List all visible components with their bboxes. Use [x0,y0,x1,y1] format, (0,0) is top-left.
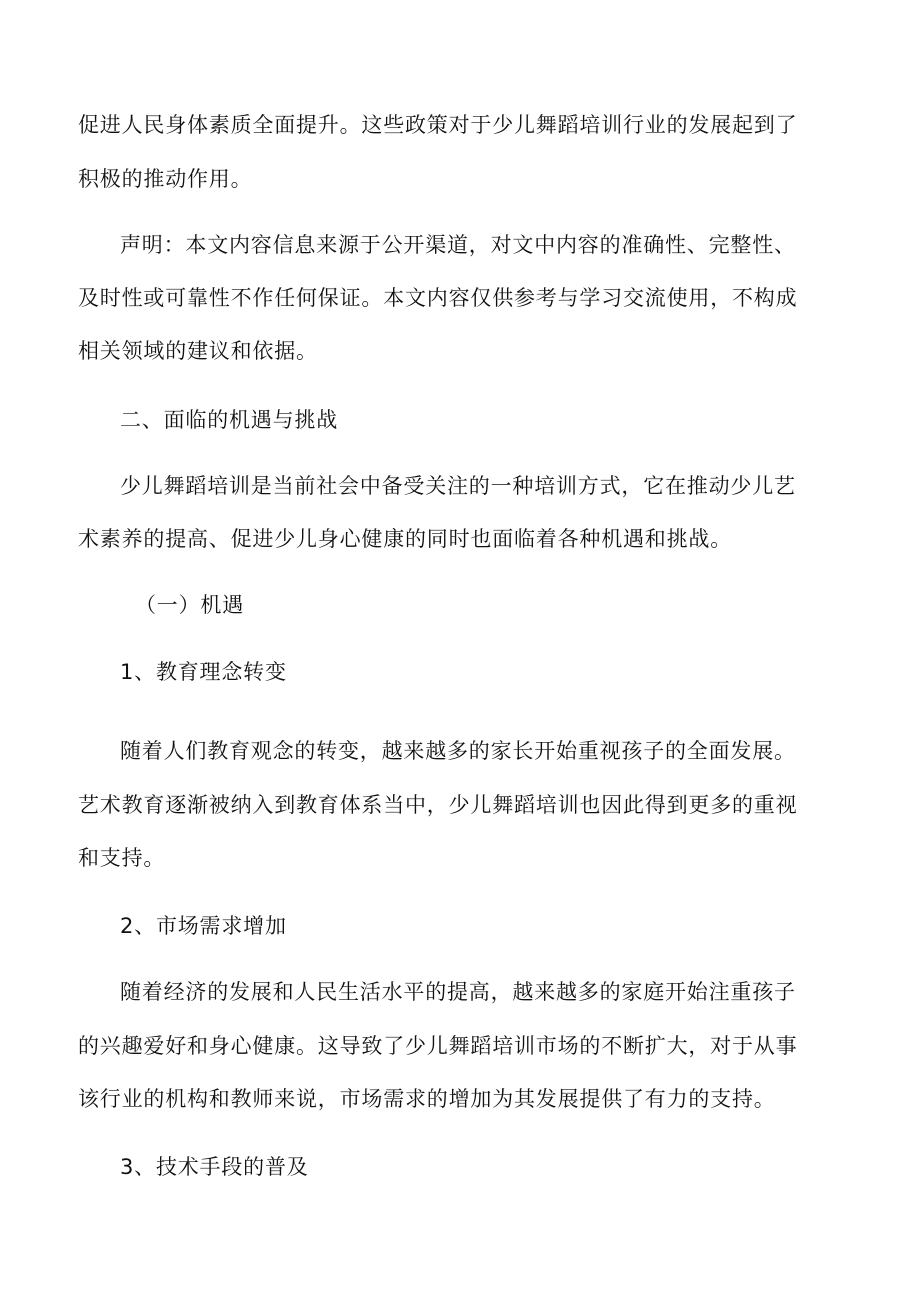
disclaimer-line: 声明：本文内容信息来源于公开渠道，对文中内容的准确性、完整性、 [120,233,796,257]
paragraph-line: 少儿舞蹈培训是当前社会中备受关注的一种培训方式，它在推动少儿艺 [120,474,796,498]
paragraph-line: 术素养的提高、促进少儿身心健康的同时也面临着各种机遇和挑战。 [78,527,732,551]
paragraph-line: 艺术教育逐渐被纳入到教育体系当中，少儿舞蹈培训也因此得到更多的重视 [78,793,798,817]
subsection-heading: （一）机遇 [135,593,244,617]
paragraph-line: 积极的推动作用。 [78,167,253,191]
paragraph-line: 促进人民身体素质全面提升。这些政策对于少儿舞蹈培训行业的发展起到了 [78,113,798,137]
item-heading: 3、技术手段的普及 [120,1155,309,1179]
paragraph-line: 的兴趣爱好和身心健康。这导致了少儿舞蹈培训市场的不断扩大，对于从事 [78,1034,798,1058]
disclaimer-line: 相关领域的建议和依据。 [78,339,318,363]
disclaimer-line: 及时性或可靠性不作任何保证。本文内容仅供参考与学习交流使用，不构成 [78,286,798,310]
paragraph-line: 随着经济的发展和人民生活水平的提高，越来越多的家庭开始注重孩子 [120,980,796,1004]
section-heading: 二、面临的机遇与挑战 [120,408,338,432]
paragraph-line: 和支持。 [78,846,166,870]
paragraph-line: 该行业的机构和教师来说，市场需求的增加为其发展提供了有力的支持。 [78,1087,776,1111]
item-heading: 1、教育理念转变 [120,660,287,684]
paragraph-line: 随着人们教育观念的转变，越来越多的家长开始重视孩子的全面发展。 [120,739,796,763]
item-heading: 2、市场需求增加 [120,914,287,938]
